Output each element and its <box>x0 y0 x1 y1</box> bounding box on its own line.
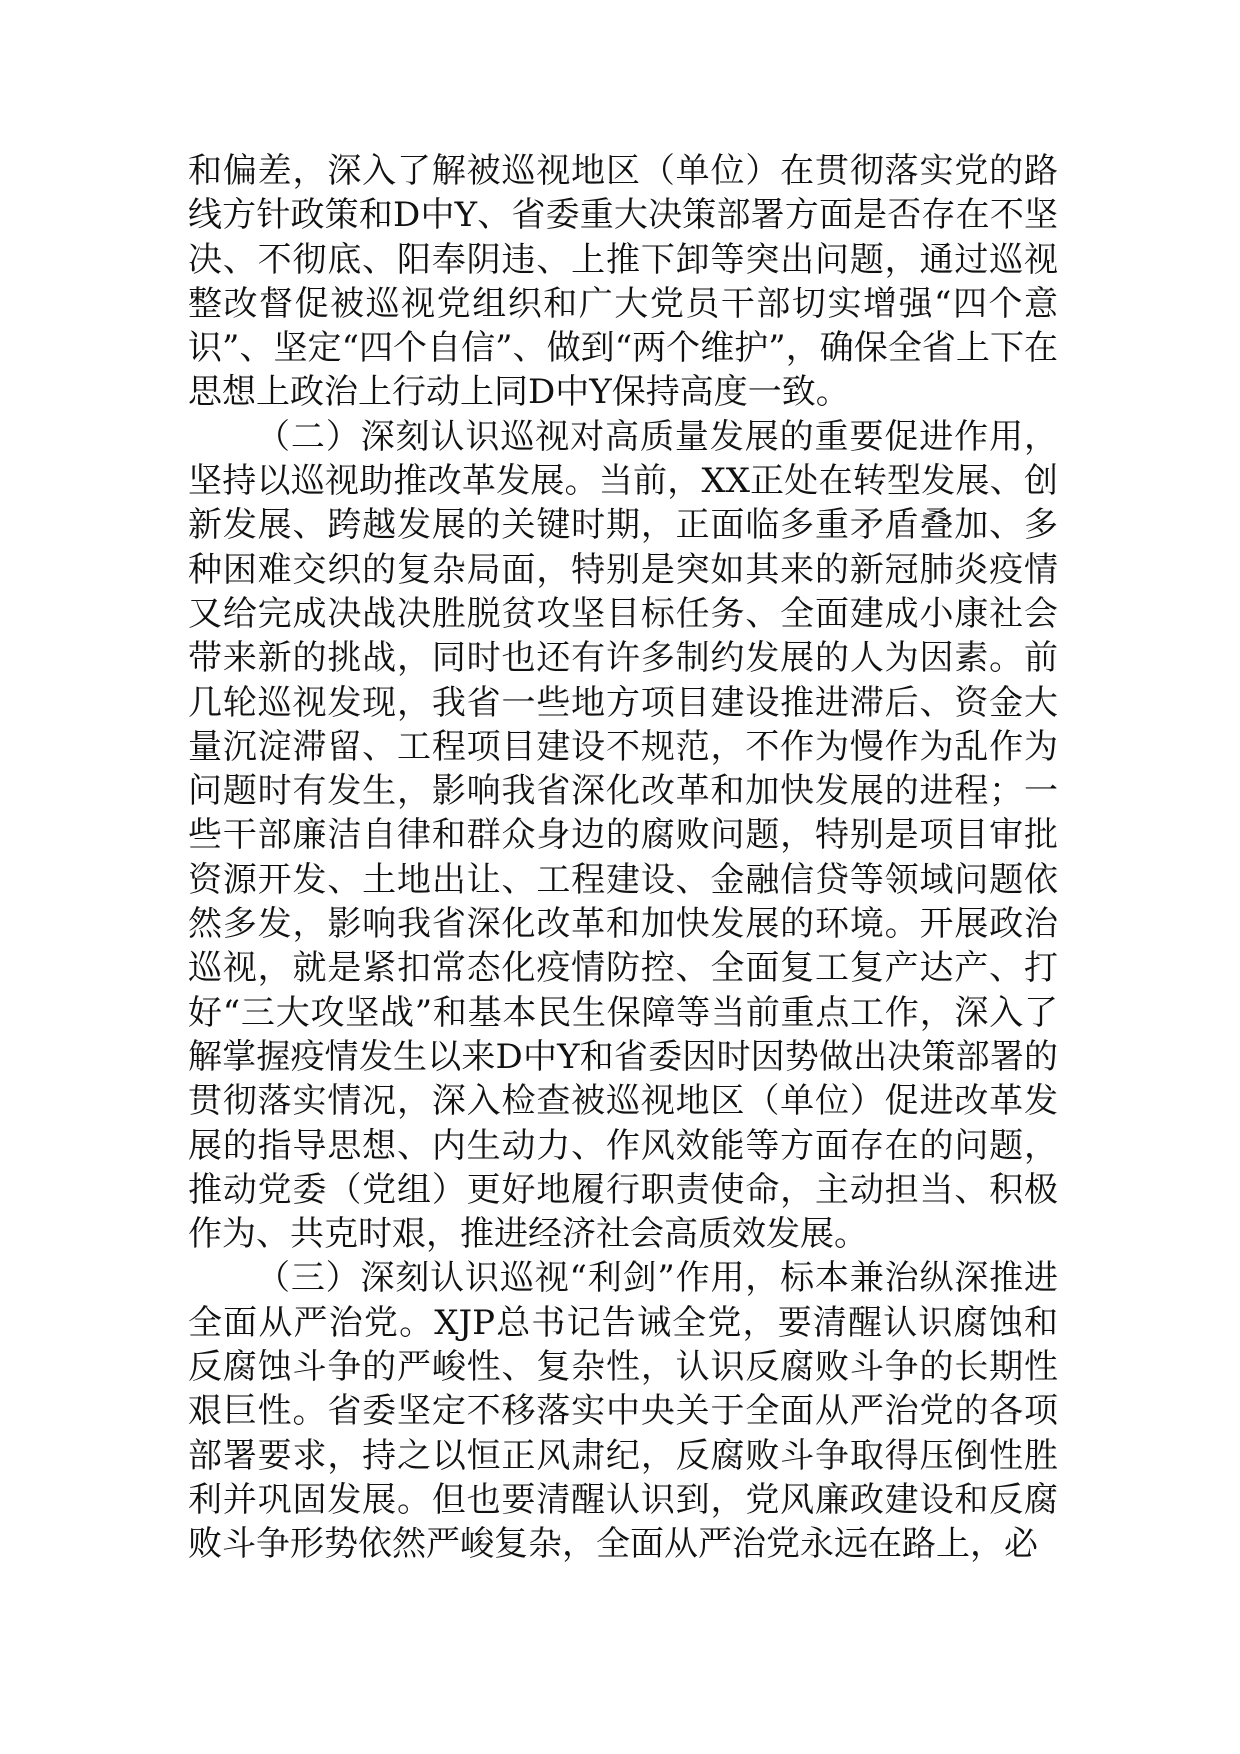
paragraph-continuation: 和偏差，深入了解被巡视地区（单位）在贯彻落实党的路线方针政策和D中Y、省委重大决策部署方面是否存在不坚决、不彻底、阳奉阴违、上推下卸等突出问题，通过巡视整改督促被巡视党组织和广大党员干部切实增强“四个意识”、坚定“四个自信”、做到“两个维护”，确保全省上下在思想上政治上行动上同D中Y保持高度一致。 <box>188 151 1058 413</box>
paragraph-section-two: （二）深刻认识巡视对高质量发展的重要促进作用，坚持以巡视助推改革发展。当前，XX正处在转型发展、创新发展、跨越发展的关键时期，正面临多重矛盾叠加、多种困难交织的复杂局面，特别是突如其来的新冠肺炎疫情又给完成决战决胜脱贫攻坚目标任务、全面建成小康社会带来新的挑战，同时也还有许多制约发展的人为因素。前几轮巡视发现，我省一些地方项目建设推进滞后、资金大量沉淀滞留、工程项目建设不规范，不作为慢作为乱作为问题时有发生，影响我省深化改革和加快发展的进程；一些干部廉洁自律和群众身边的腐败问题，特别是项目审批资源开发、土地出让、工程建设、金融信贷等领域问题依然多发，影响我省深化改革和加快发展的环境。开展政治巡视，就是紧扣常态化疫情防控、全面复工复产达产、打好“三大攻坚战”和基本民生保障等当前重点工作，深入了解掌握疫情发生以来D中Y和省委因时因势做出决策部署的贯彻落实情况，深入检查被巡视地区（单位）促进改革发展的指导思想、内生动力、作风效能等方面存在的问题，推动党委（党组）更好地履行职责使命，主动担当、积极作为、共克时艰，推进经济社会高质效发展。 <box>188 416 1058 1255</box>
document-body <box>188 149 1058 1567</box>
paragraph-section-three: （三）深刻认识巡视“利剑”作用，标本兼治纵深推进全面从严治党。XJP总书记告诫全党，要清醒认识腐蚀和反腐蚀斗争的严峻性、复杂性，认识反腐败斗争的长期性艰巨性。省委坚定不移落实中央关于全面从严治党的各项部署要求，持之以恒正风肃纪，反腐败斗争取得压倒性胜利并巩固发展。但也要清醒认识到，党风廉政建设和反腐败斗争形势依然严峻复杂，全面从严治党永远在路上，必 <box>188 1258 1058 1565</box>
